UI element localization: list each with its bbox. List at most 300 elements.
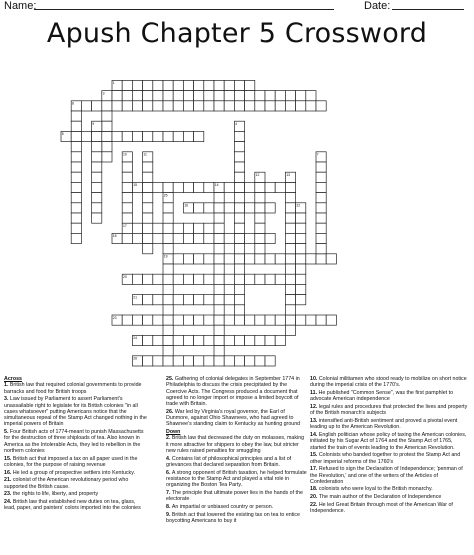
grid-cell[interactable] — [143, 223, 153, 233]
grid-cell[interactable] — [214, 315, 224, 325]
grid-cell[interactable] — [143, 315, 153, 325]
grid-cell[interactable] — [265, 101, 275, 111]
grid-cell[interactable] — [224, 295, 234, 305]
grid-cell[interactable] — [234, 223, 244, 233]
grid-cell[interactable] — [163, 223, 173, 233]
grid-cell[interactable] — [255, 223, 265, 233]
grid-cell[interactable] — [296, 233, 306, 243]
grid-cell[interactable] — [163, 315, 173, 325]
grid-cell[interactable] — [163, 335, 173, 345]
grid-cell[interactable] — [234, 335, 244, 345]
grid-cell[interactable] — [245, 274, 255, 284]
grid-cell[interactable] — [143, 172, 153, 182]
grid-cell[interactable] — [255, 356, 265, 366]
grid-cell[interactable] — [316, 182, 326, 192]
grid-cell[interactable] — [234, 284, 244, 294]
grid-cell[interactable] — [183, 315, 193, 325]
grid-cell[interactable] — [143, 335, 153, 345]
grid-cell[interactable] — [122, 101, 132, 111]
grid-cell[interactable] — [296, 274, 306, 284]
grid-cell[interactable] — [102, 142, 112, 152]
grid-cell[interactable] — [163, 325, 173, 335]
grid-cell[interactable] — [92, 172, 102, 182]
grid-cell[interactable] — [234, 101, 244, 111]
grid-cell[interactable] — [204, 223, 214, 233]
grid-cell[interactable] — [173, 274, 183, 284]
grid-cell[interactable] — [122, 162, 132, 172]
grid-cell[interactable] — [224, 80, 234, 90]
grid-cell[interactable] — [92, 152, 102, 162]
grid-cell[interactable] — [143, 91, 153, 101]
grid-cell[interactable] — [316, 101, 326, 111]
grid-cell[interactable] — [255, 193, 265, 203]
grid-cell[interactable] — [285, 203, 295, 213]
grid-cell[interactable] — [163, 80, 173, 90]
grid-cell[interactable] — [204, 203, 214, 213]
grid-cell[interactable] — [214, 305, 224, 315]
grid-cell[interactable] — [163, 233, 173, 243]
grid-cell[interactable] — [326, 315, 336, 325]
grid-cell[interactable] — [234, 182, 244, 192]
grid-cell[interactable] — [224, 233, 234, 243]
grid-cell[interactable] — [132, 101, 142, 111]
grid-cell[interactable] — [112, 91, 122, 101]
grid-cell[interactable] — [306, 101, 316, 111]
grid-cell[interactable] — [122, 193, 132, 203]
grid-cell[interactable] — [296, 284, 306, 294]
grid-cell[interactable] — [224, 182, 234, 192]
grid-cell[interactable] — [214, 284, 224, 294]
grid-cell[interactable] — [265, 254, 275, 264]
grid-cell[interactable] — [71, 121, 81, 131]
grid-cell[interactable] — [204, 80, 214, 90]
grid-cell[interactable] — [102, 101, 112, 111]
grid-cell[interactable] — [153, 274, 163, 284]
grid-cell[interactable] — [255, 101, 265, 111]
grid-cell[interactable] — [234, 305, 244, 315]
grid-cell[interactable] — [245, 80, 255, 90]
grid-cell[interactable] — [122, 91, 132, 101]
grid-cell[interactable] — [183, 274, 193, 284]
grid-cell[interactable] — [296, 254, 306, 264]
grid-cell[interactable] — [214, 335, 224, 345]
grid-cell[interactable] — [204, 356, 214, 366]
grid-cell[interactable] — [285, 254, 295, 264]
grid-cell[interactable] — [316, 162, 326, 172]
grid-cell[interactable] — [153, 131, 163, 141]
grid-cell[interactable] — [163, 213, 173, 223]
grid-cell[interactable] — [143, 295, 153, 305]
grid-cell[interactable] — [296, 213, 306, 223]
grid-cell[interactable] — [285, 91, 295, 101]
grid-cell[interactable] — [71, 182, 81, 192]
grid-cell[interactable] — [112, 101, 122, 111]
grid-cell[interactable] — [265, 274, 275, 284]
grid-cell[interactable] — [183, 335, 193, 345]
grid-cell[interactable] — [234, 356, 244, 366]
grid-cell[interactable] — [163, 274, 173, 284]
grid-cell[interactable] — [255, 203, 265, 213]
grid-cell[interactable] — [71, 233, 81, 243]
grid-cell[interactable] — [71, 172, 81, 182]
grid-cell[interactable] — [214, 80, 224, 90]
grid-cell[interactable] — [143, 182, 153, 192]
grid-cell[interactable] — [173, 101, 183, 111]
grid-cell[interactable] — [183, 356, 193, 366]
grid-cell[interactable] — [296, 244, 306, 254]
grid-cell[interactable] — [173, 295, 183, 305]
grid-cell[interactable] — [153, 356, 163, 366]
grid-cell[interactable] — [265, 182, 275, 192]
grid-cell[interactable] — [143, 274, 153, 284]
grid-cell[interactable] — [255, 335, 265, 345]
grid-cell[interactable] — [102, 152, 112, 162]
grid-cell[interactable] — [132, 91, 142, 101]
grid-cell[interactable] — [204, 182, 214, 192]
grid-cell[interactable] — [173, 131, 183, 141]
grid-cell[interactable] — [285, 325, 295, 335]
grid-cell[interactable] — [275, 91, 285, 101]
grid-cell[interactable] — [214, 101, 224, 111]
grid-cell[interactable] — [71, 152, 81, 162]
grid-cell[interactable] — [296, 101, 306, 111]
grid-cell[interactable] — [194, 233, 204, 243]
grid-cell[interactable] — [296, 264, 306, 274]
grid-cell[interactable] — [285, 233, 295, 243]
grid-cell[interactable] — [122, 131, 132, 141]
grid-cell[interactable] — [275, 335, 285, 345]
grid-cell[interactable] — [81, 101, 91, 111]
grid-cell[interactable] — [92, 131, 102, 141]
grid-cell[interactable] — [255, 244, 265, 254]
grid-cell[interactable] — [224, 203, 234, 213]
grid-cell[interactable] — [153, 80, 163, 90]
grid-cell[interactable] — [173, 335, 183, 345]
grid-cell[interactable] — [132, 274, 142, 284]
grid-cell[interactable] — [224, 254, 234, 264]
grid-cell[interactable] — [214, 223, 224, 233]
grid-cell[interactable] — [214, 346, 224, 356]
grid-cell[interactable] — [143, 213, 153, 223]
grid-cell[interactable] — [234, 233, 244, 243]
grid-cell[interactable] — [132, 80, 142, 90]
grid-cell[interactable] — [163, 203, 173, 213]
grid-cell[interactable] — [122, 233, 132, 243]
grid-cell[interactable] — [265, 356, 275, 366]
grid-cell[interactable] — [81, 131, 91, 141]
grid-cell[interactable] — [122, 172, 132, 182]
grid-cell[interactable] — [316, 233, 326, 243]
grid-cell[interactable] — [224, 315, 234, 325]
grid-cell[interactable] — [183, 254, 193, 264]
grid-cell[interactable] — [204, 335, 214, 345]
grid-cell[interactable] — [204, 254, 214, 264]
grid-cell[interactable] — [204, 315, 214, 325]
grid-cell[interactable] — [245, 335, 255, 345]
grid-cell[interactable] — [183, 131, 193, 141]
grid-cell[interactable] — [245, 182, 255, 192]
grid-cell[interactable] — [143, 80, 153, 90]
grid-cell[interactable] — [122, 203, 132, 213]
grid-cell[interactable] — [143, 131, 153, 141]
grid-cell[interactable] — [173, 233, 183, 243]
grid-cell[interactable] — [194, 295, 204, 305]
grid-cell[interactable] — [316, 223, 326, 233]
grid-cell[interactable] — [163, 356, 173, 366]
grid-cell[interactable] — [163, 91, 173, 101]
grid-cell[interactable] — [71, 223, 81, 233]
grid-cell[interactable] — [143, 162, 153, 172]
grid-cell[interactable] — [173, 254, 183, 264]
grid-cell[interactable] — [132, 223, 142, 233]
grid-cell[interactable] — [224, 356, 234, 366]
grid-cell[interactable] — [194, 254, 204, 264]
grid-cell[interactable] — [71, 131, 81, 141]
grid-cell[interactable] — [153, 223, 163, 233]
grid-cell[interactable] — [275, 254, 285, 264]
grid-cell[interactable] — [306, 91, 316, 101]
grid-cell[interactable] — [183, 91, 193, 101]
grid-cell[interactable] — [214, 264, 224, 274]
grid-cell[interactable] — [285, 284, 295, 294]
grid-cell[interactable] — [214, 233, 224, 243]
grid-cell[interactable] — [275, 182, 285, 192]
grid-cell[interactable] — [204, 274, 214, 284]
grid-cell[interactable] — [214, 254, 224, 264]
grid-cell[interactable] — [194, 101, 204, 111]
grid-cell[interactable] — [163, 295, 173, 305]
grid-cell[interactable] — [245, 356, 255, 366]
grid-cell[interactable] — [71, 193, 81, 203]
grid-cell[interactable] — [316, 315, 326, 325]
grid-cell[interactable] — [143, 101, 153, 111]
grid-cell[interactable] — [163, 244, 173, 254]
grid-cell[interactable] — [173, 182, 183, 192]
grid-cell[interactable] — [234, 295, 244, 305]
grid-cell[interactable] — [194, 203, 204, 213]
grid-cell[interactable] — [285, 264, 295, 274]
grid-cell[interactable] — [234, 80, 244, 90]
grid-cell[interactable] — [285, 305, 295, 315]
grid-cell[interactable] — [234, 203, 244, 213]
grid-cell[interactable] — [296, 315, 306, 325]
grid-cell[interactable] — [194, 335, 204, 345]
grid-cell[interactable] — [204, 233, 214, 243]
grid-cell[interactable] — [245, 254, 255, 264]
grid-cell[interactable] — [214, 274, 224, 284]
grid-cell[interactable] — [245, 101, 255, 111]
grid-cell[interactable] — [265, 335, 275, 345]
grid-cell[interactable] — [245, 315, 255, 325]
grid-cell[interactable] — [214, 295, 224, 305]
grid-cell[interactable] — [285, 274, 295, 284]
grid-cell[interactable] — [285, 315, 295, 325]
grid-cell[interactable] — [296, 91, 306, 101]
grid-cell[interactable] — [163, 305, 173, 315]
grid-cell[interactable] — [194, 91, 204, 101]
grid-cell[interactable] — [153, 91, 163, 101]
grid-cell[interactable] — [122, 315, 132, 325]
grid-cell[interactable] — [316, 254, 326, 264]
grid-cell[interactable] — [285, 244, 295, 254]
grid-cell[interactable] — [173, 91, 183, 101]
grid-cell[interactable] — [296, 295, 306, 305]
grid-cell[interactable] — [143, 244, 153, 254]
grid-cell[interactable] — [265, 233, 275, 243]
grid-cell[interactable] — [285, 182, 295, 192]
grid-cell[interactable] — [275, 315, 285, 325]
grid-cell[interactable] — [194, 356, 204, 366]
grid-cell[interactable] — [163, 264, 173, 274]
grid-cell[interactable] — [153, 182, 163, 192]
grid-cell[interactable] — [194, 80, 204, 90]
grid-cell[interactable] — [234, 91, 244, 101]
grid-cell[interactable] — [285, 101, 295, 111]
grid-cell[interactable] — [92, 203, 102, 213]
grid-cell[interactable] — [275, 101, 285, 111]
grid-cell[interactable] — [143, 233, 153, 243]
grid-cell[interactable] — [163, 346, 173, 356]
grid-cell[interactable] — [316, 193, 326, 203]
grid-cell[interactable] — [285, 295, 295, 305]
grid-cell[interactable] — [71, 142, 81, 152]
grid-cell[interactable] — [245, 203, 255, 213]
grid-cell[interactable] — [245, 233, 255, 243]
grid-cell[interactable] — [204, 91, 214, 101]
grid-cell[interactable] — [132, 233, 142, 243]
grid-cell[interactable] — [296, 223, 306, 233]
grid-cell[interactable] — [255, 274, 265, 284]
grid-cell[interactable] — [194, 223, 204, 233]
grid-cell[interactable] — [316, 172, 326, 182]
grid-cell[interactable] — [255, 254, 265, 264]
grid-cell[interactable] — [163, 284, 173, 294]
grid-cell[interactable] — [224, 335, 234, 345]
grid-cell[interactable] — [255, 233, 265, 243]
grid-cell[interactable] — [285, 223, 295, 233]
grid-cell[interactable] — [265, 203, 275, 213]
grid-cell[interactable] — [234, 172, 244, 182]
grid-cell[interactable] — [92, 182, 102, 192]
grid-cell[interactable] — [204, 101, 214, 111]
grid-cell[interactable] — [214, 244, 224, 254]
grid-cell[interactable] — [122, 213, 132, 223]
grid-cell[interactable] — [153, 295, 163, 305]
grid-cell[interactable] — [234, 142, 244, 152]
grid-cell[interactable] — [153, 315, 163, 325]
grid-cell[interactable] — [153, 233, 163, 243]
grid-cell[interactable] — [92, 213, 102, 223]
grid-cell[interactable] — [92, 101, 102, 111]
grid-cell[interactable] — [194, 131, 204, 141]
grid-cell[interactable] — [234, 274, 244, 284]
grid-cell[interactable] — [285, 213, 295, 223]
grid-cell[interactable] — [194, 315, 204, 325]
grid-cell[interactable] — [234, 315, 244, 325]
grid-cell[interactable] — [102, 121, 112, 131]
grid-cell[interactable] — [183, 233, 193, 243]
grid-cell[interactable] — [255, 315, 265, 325]
grid-cell[interactable] — [306, 254, 316, 264]
grid-cell[interactable] — [326, 254, 336, 264]
grid-cell[interactable] — [234, 244, 244, 254]
grid-cell[interactable] — [183, 101, 193, 111]
grid-cell[interactable] — [143, 356, 153, 366]
grid-cell[interactable] — [265, 91, 275, 101]
grid-cell[interactable] — [173, 315, 183, 325]
grid-cell[interactable] — [255, 213, 265, 223]
grid-cell[interactable] — [173, 223, 183, 233]
grid-cell[interactable] — [234, 193, 244, 203]
grid-cell[interactable] — [153, 101, 163, 111]
grid-cell[interactable] — [112, 131, 122, 141]
grid-cell[interactable] — [132, 131, 142, 141]
grid-cell[interactable] — [214, 356, 224, 366]
grid-cell[interactable] — [214, 91, 224, 101]
grid-cell[interactable] — [265, 315, 275, 325]
grid-cell[interactable] — [234, 162, 244, 172]
grid-cell[interactable] — [214, 213, 224, 223]
grid-cell[interactable] — [316, 213, 326, 223]
grid-cell[interactable] — [234, 254, 244, 264]
grid-cell[interactable] — [275, 274, 285, 284]
grid-cell[interactable] — [71, 111, 81, 121]
grid-cell[interactable] — [143, 203, 153, 213]
grid-cell[interactable] — [92, 142, 102, 152]
grid-cell[interactable] — [122, 80, 132, 90]
grid-cell[interactable] — [316, 203, 326, 213]
grid-cell[interactable] — [183, 80, 193, 90]
grid-cell[interactable] — [183, 295, 193, 305]
grid-cell[interactable] — [234, 213, 244, 223]
grid-cell[interactable] — [234, 131, 244, 141]
grid-cell[interactable] — [92, 162, 102, 172]
grid-cell[interactable] — [224, 274, 234, 284]
grid-cell[interactable] — [92, 193, 102, 203]
grid-cell[interactable] — [306, 315, 316, 325]
grid-cell[interactable] — [173, 80, 183, 90]
grid-cell[interactable] — [255, 91, 265, 101]
grid-cell[interactable] — [245, 91, 255, 101]
grid-cell[interactable] — [224, 91, 234, 101]
grid-cell[interactable] — [153, 335, 163, 345]
grid-cell[interactable] — [102, 111, 112, 121]
grid-cell[interactable] — [214, 203, 224, 213]
grid-cell[interactable] — [132, 315, 142, 325]
grid-cell[interactable] — [214, 325, 224, 335]
grid-cell[interactable] — [163, 101, 173, 111]
grid-cell[interactable] — [285, 193, 295, 203]
grid-cell[interactable] — [183, 182, 193, 192]
grid-cell[interactable] — [122, 182, 132, 192]
grid-cell[interactable] — [71, 162, 81, 172]
grid-cell[interactable] — [183, 223, 193, 233]
grid-cell[interactable] — [71, 213, 81, 223]
grid-cell[interactable] — [173, 356, 183, 366]
grid-cell[interactable] — [143, 193, 153, 203]
grid-cell[interactable] — [163, 182, 173, 192]
grid-cell[interactable] — [71, 203, 81, 213]
grid-cell[interactable] — [214, 193, 224, 203]
grid-cell[interactable] — [224, 101, 234, 111]
grid-cell[interactable] — [102, 131, 112, 141]
grid-cell[interactable] — [163, 131, 173, 141]
grid-cell[interactable] — [204, 295, 214, 305]
grid-cell[interactable] — [194, 182, 204, 192]
grid-cell[interactable] — [255, 182, 265, 192]
grid-cell[interactable] — [234, 152, 244, 162]
grid-cell[interactable] — [194, 274, 204, 284]
